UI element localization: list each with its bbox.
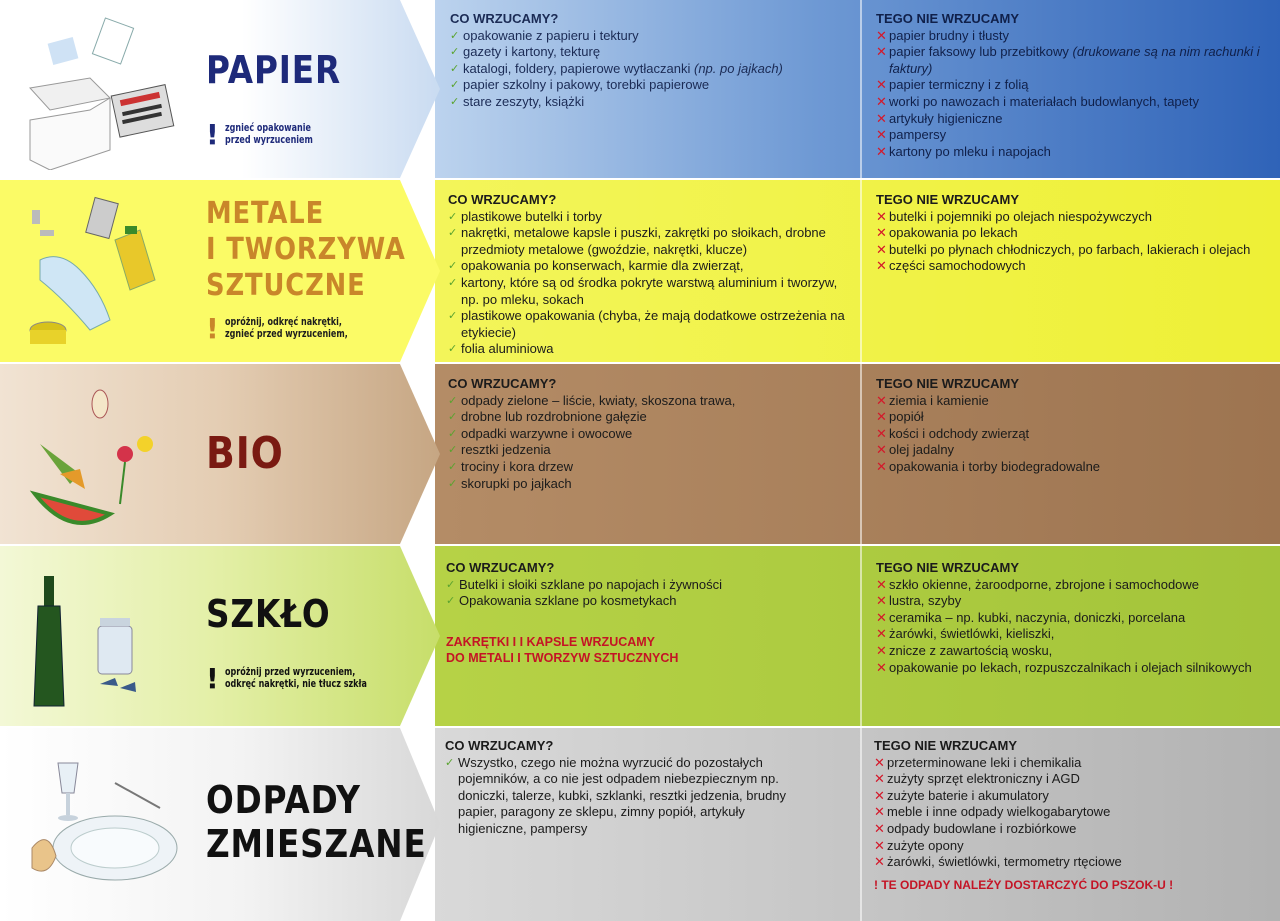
cross-icon: ✕ xyxy=(874,787,885,803)
cross-icon: ✕ xyxy=(876,93,887,109)
list-item: ✕ kartony po mleku i napojach xyxy=(876,143,1051,159)
list-item: ✓ odpadki warzywne i owocowe xyxy=(448,425,633,441)
list-item: ✕ papier brudny i tłusty xyxy=(876,27,1009,43)
title-bio: BIO xyxy=(206,428,284,479)
list-item: ✓ drobne lub rozdrobnione gałęzie xyxy=(448,409,647,425)
list-item: ✕ szkło okienne, żaroodporne, zbrojone i samochodowe xyxy=(876,576,1200,592)
cross-icon: ✕ xyxy=(876,127,887,143)
list-item: ✕ części samochodowych xyxy=(876,258,1026,274)
organic-waste-illustration-icon xyxy=(20,374,190,534)
list-item: ✕ kości i odchody zwierząt xyxy=(876,425,1030,441)
list-item: ✕ żarówki, świetlówki, termometry rtęciowe xyxy=(874,854,1122,870)
list-item: ✕ znicze z zawartością wosku, xyxy=(876,642,1053,658)
check-icon: ✓ xyxy=(448,343,458,356)
list-item: ✓ papier szkolny i pakowy, torebki papierowe xyxy=(450,77,710,93)
cross-icon: ✕ xyxy=(876,425,887,441)
list-item: ✓ Opakowania szklane po kosmetykach xyxy=(446,593,677,609)
cross-icon: ✕ xyxy=(874,804,885,820)
szklo-no-list xyxy=(876,560,1268,676)
check-icon: ✓ xyxy=(445,756,455,769)
exclamation-icon: ! xyxy=(206,312,219,345)
metale-yes-list xyxy=(448,192,848,358)
list-item: ✓ Wszystko, czego nie można wyrzucić do pozostałych pojemników, a co nie jest odpadem niebezpiecznym np. doniczki, talerze, kubki, szklanki, resztki jedzenia, brudny papier, paragony ze sklepu, zimny popiół, artykuły higieniczne, pampersy xyxy=(445,754,787,836)
check-icon: ✓ xyxy=(446,578,456,591)
cross-icon: ✕ xyxy=(876,44,887,60)
list-item: ✕ opakowanie po lekach, rozpuszczalnikach i olejach silnikowych xyxy=(876,659,1252,675)
list-item: ✕ opakowania po lekach xyxy=(876,225,1018,241)
szklo-warning: ZAKRĘTKI I I KAPSLE WRZUCAMY DO METALI I TWORZYW SZTUCZNYCH xyxy=(446,634,679,666)
cross-icon: ✕ xyxy=(876,409,887,425)
check-icon: ✓ xyxy=(450,46,460,59)
list-item: ✓ trociny i kora drzew xyxy=(448,458,573,474)
check-icon: ✓ xyxy=(448,210,458,223)
check-icon: ✓ xyxy=(448,276,458,289)
plastic-metal-illustration-icon xyxy=(20,190,190,350)
title-metale: METALE I TWORZYWA SZTUCZNE xyxy=(206,196,406,303)
cross-icon: ✕ xyxy=(876,208,887,224)
exclamation-icon: ! xyxy=(206,662,219,695)
list-item: ✓ resztki jedzenia xyxy=(448,442,551,458)
list-item: ✓ plastikowe opakowania (chyba, że mają dodatkowe ostrzeżenia na etykiecie) xyxy=(448,308,845,340)
list-item: ✕ papier faksowy lub przebitkowy (drukowane są na nim rachunki i faktury) xyxy=(876,44,1260,76)
cross-icon: ✕ xyxy=(876,593,887,609)
cross-icon: ✕ xyxy=(876,576,887,592)
check-icon: ✓ xyxy=(450,79,460,92)
list-item: ✓ Butelki i słoiki szklane po napojach i żywności xyxy=(446,576,723,592)
list-item: ✕ ceramika – np. kubki, naczynia, doniczki, porcelana xyxy=(876,609,1186,625)
list-item: ✕ worki po nawozach i materiałach budowlanych, tapety xyxy=(876,93,1200,109)
list-item: ✕ ziemia i kamienie xyxy=(876,392,989,408)
papier-yes-list xyxy=(450,11,850,111)
exclamation-icon: ! xyxy=(206,118,219,151)
list-item: ✕ przeterminowane leki i chemikalia xyxy=(874,754,1082,770)
check-icon: ✓ xyxy=(450,62,460,75)
title-papier: PAPIER xyxy=(206,48,342,92)
cross-icon: ✕ xyxy=(876,225,887,241)
cross-icon: ✕ xyxy=(876,659,887,675)
list-item: ✓ opakowanie z papieru i tektury xyxy=(450,27,639,43)
row-bio xyxy=(0,364,1280,544)
papier-yes-header: CO WRZUCAMY? xyxy=(450,11,559,26)
paper-illustration-icon xyxy=(20,10,190,170)
cross-icon: ✕ xyxy=(876,258,887,274)
cross-icon: ✕ xyxy=(876,241,887,257)
cross-icon: ✕ xyxy=(876,609,887,625)
check-icon: ✓ xyxy=(448,227,458,240)
cross-icon: ✕ xyxy=(876,110,887,126)
cross-icon: ✕ xyxy=(876,77,887,93)
row-metale xyxy=(0,180,1280,362)
list-item: ✓ kartony, które są od środka pokryte warstwą aluminium i tworzyw, np. po mleku, sokach xyxy=(448,274,838,307)
list-item: ✓ skorupki po jajkach xyxy=(448,475,572,491)
row-zmieszane xyxy=(0,728,1280,921)
list-item: ✕ artykuły higieniczne xyxy=(876,110,1003,126)
zmieszane-yes-header: CO WRZUCAMY? xyxy=(445,738,554,753)
cross-icon: ✕ xyxy=(876,642,887,658)
list-item: ✕ butelki po płynach chłodniczych, po farbach, lakierach i olejach xyxy=(876,241,1251,257)
list-item: ✕ pampersy xyxy=(876,127,947,143)
list-item: ✕ papier termiczny i z folią xyxy=(876,77,1029,93)
check-icon: ✓ xyxy=(448,411,458,424)
row-szklo xyxy=(0,546,1280,726)
cross-icon: ✕ xyxy=(874,820,885,836)
cross-icon: ✕ xyxy=(874,771,885,787)
check-icon: ✓ xyxy=(448,477,458,490)
check-icon: ✓ xyxy=(448,310,458,323)
list-item: ✕ zużyty sprzęt elektroniczny i AGD xyxy=(874,771,1080,787)
glass-illustration-icon xyxy=(20,556,190,716)
list-item: ✓ gazety i kartony, tekturę xyxy=(450,44,601,60)
title-szklo: SZKŁO xyxy=(206,592,331,636)
list-item: ✕ opakowania i torby biodegradowalne xyxy=(876,458,1101,474)
bio-yes-list xyxy=(448,376,848,492)
list-item: ✕ zużyte baterie i akumulatory xyxy=(874,787,1049,803)
check-icon: ✓ xyxy=(446,595,456,608)
papier-no-header: TEGO NIE WRZUCAMY xyxy=(876,11,1019,26)
metale-no-list xyxy=(876,192,1266,275)
zmieszane-no-list xyxy=(874,738,1268,893)
cross-icon: ✕ xyxy=(876,458,887,474)
check-icon: ✓ xyxy=(448,427,458,440)
papier-no-list xyxy=(876,11,1268,160)
check-icon: ✓ xyxy=(448,460,458,473)
cross-icon: ✕ xyxy=(874,754,885,770)
note-papier: ! zgnieć opakowanie przed wyrzuceniem xyxy=(206,118,313,151)
cross-icon: ✕ xyxy=(876,442,887,458)
szklo-yes-list xyxy=(446,560,846,667)
list-item: ✕ olej jadalny xyxy=(876,442,955,458)
list-item: ✕ żarówki, świetlówki, kieliszki, xyxy=(876,626,1055,642)
check-icon: ✓ xyxy=(448,444,458,457)
list-item: ✕ odpady budowlane i rozbiórkowe xyxy=(874,820,1077,836)
cross-icon: ✕ xyxy=(874,837,885,853)
bio-yes-header: CO WRZUCAMY? xyxy=(448,376,557,391)
szklo-no-header: TEGO NIE WRZUCAMY xyxy=(876,560,1019,575)
zmieszane-no-header: TEGO NIE WRZUCAMY xyxy=(874,738,1017,753)
check-icon: ✓ xyxy=(450,95,460,108)
list-item: ✓ nakrętki, metalowe kapsle i puszki, zakrętki po słoikach, drobne przedmioty metalowe (gwoździe, nakrętki, klucze) xyxy=(448,225,826,257)
row-papier xyxy=(0,0,1280,178)
bio-no-header: TEGO NIE WRZUCAMY xyxy=(876,376,1019,391)
list-item: ✓ plastikowe butelki i torby xyxy=(448,208,602,224)
cross-icon: ✕ xyxy=(874,854,885,870)
note-metale: ! opróżnij, odkręć nakrętki, zgnieć przed wyrzuceniem, xyxy=(206,312,348,345)
check-icon: ✓ xyxy=(450,29,460,42)
zmieszane-warning: ! TE ODPADY NALEŻY DOSTARCZYĆ DO PSZOK-U ! xyxy=(874,877,1174,892)
cross-icon: ✕ xyxy=(876,27,887,43)
list-item: ✓ odpady zielone – liście, kwiaty, skoszona trawa, xyxy=(448,392,736,408)
title-zmieszane: ODPADY ZMIESZANE xyxy=(206,778,427,866)
check-icon: ✓ xyxy=(448,394,458,407)
list-item: ✕ butelki i pojemniki po olejach niespożywczych xyxy=(876,208,1153,224)
list-item: ✕ lustra, szyby xyxy=(876,593,962,609)
cross-icon: ✕ xyxy=(876,143,887,159)
list-item: ✓ katalogi, foldery, papierowe wytłaczanki (np. po jajkach) xyxy=(450,60,783,76)
list-item: ✓ opakowania po konserwach, karmie dla zwierząt, xyxy=(448,258,744,274)
list-item: ✕ zużyte opony xyxy=(874,837,964,853)
bio-no-list xyxy=(876,376,1266,476)
szklo-yes-header: CO WRZUCAMY? xyxy=(446,560,555,575)
list-item: ✕ popiół xyxy=(876,409,924,425)
cross-icon: ✕ xyxy=(876,626,887,642)
mixed-waste-illustration-icon xyxy=(20,738,190,898)
list-item: ✓ folia aluminiowa xyxy=(448,341,554,357)
note-szklo: ! opróżnij przed wyrzuceniem, odkręć nakrętki, nie tłucz szkła xyxy=(206,662,367,695)
metale-no-header: TEGO NIE WRZUCAMY xyxy=(876,192,1019,207)
cross-icon: ✕ xyxy=(876,392,887,408)
zmieszane-yes-list xyxy=(445,738,845,838)
list-item: ✕ meble i inne odpady wielkogabarytowe xyxy=(874,804,1111,820)
list-item: ✓ stare zeszyty, książki xyxy=(450,93,585,109)
check-icon: ✓ xyxy=(448,260,458,273)
metale-yes-header: CO WRZUCAMY? xyxy=(448,192,557,207)
